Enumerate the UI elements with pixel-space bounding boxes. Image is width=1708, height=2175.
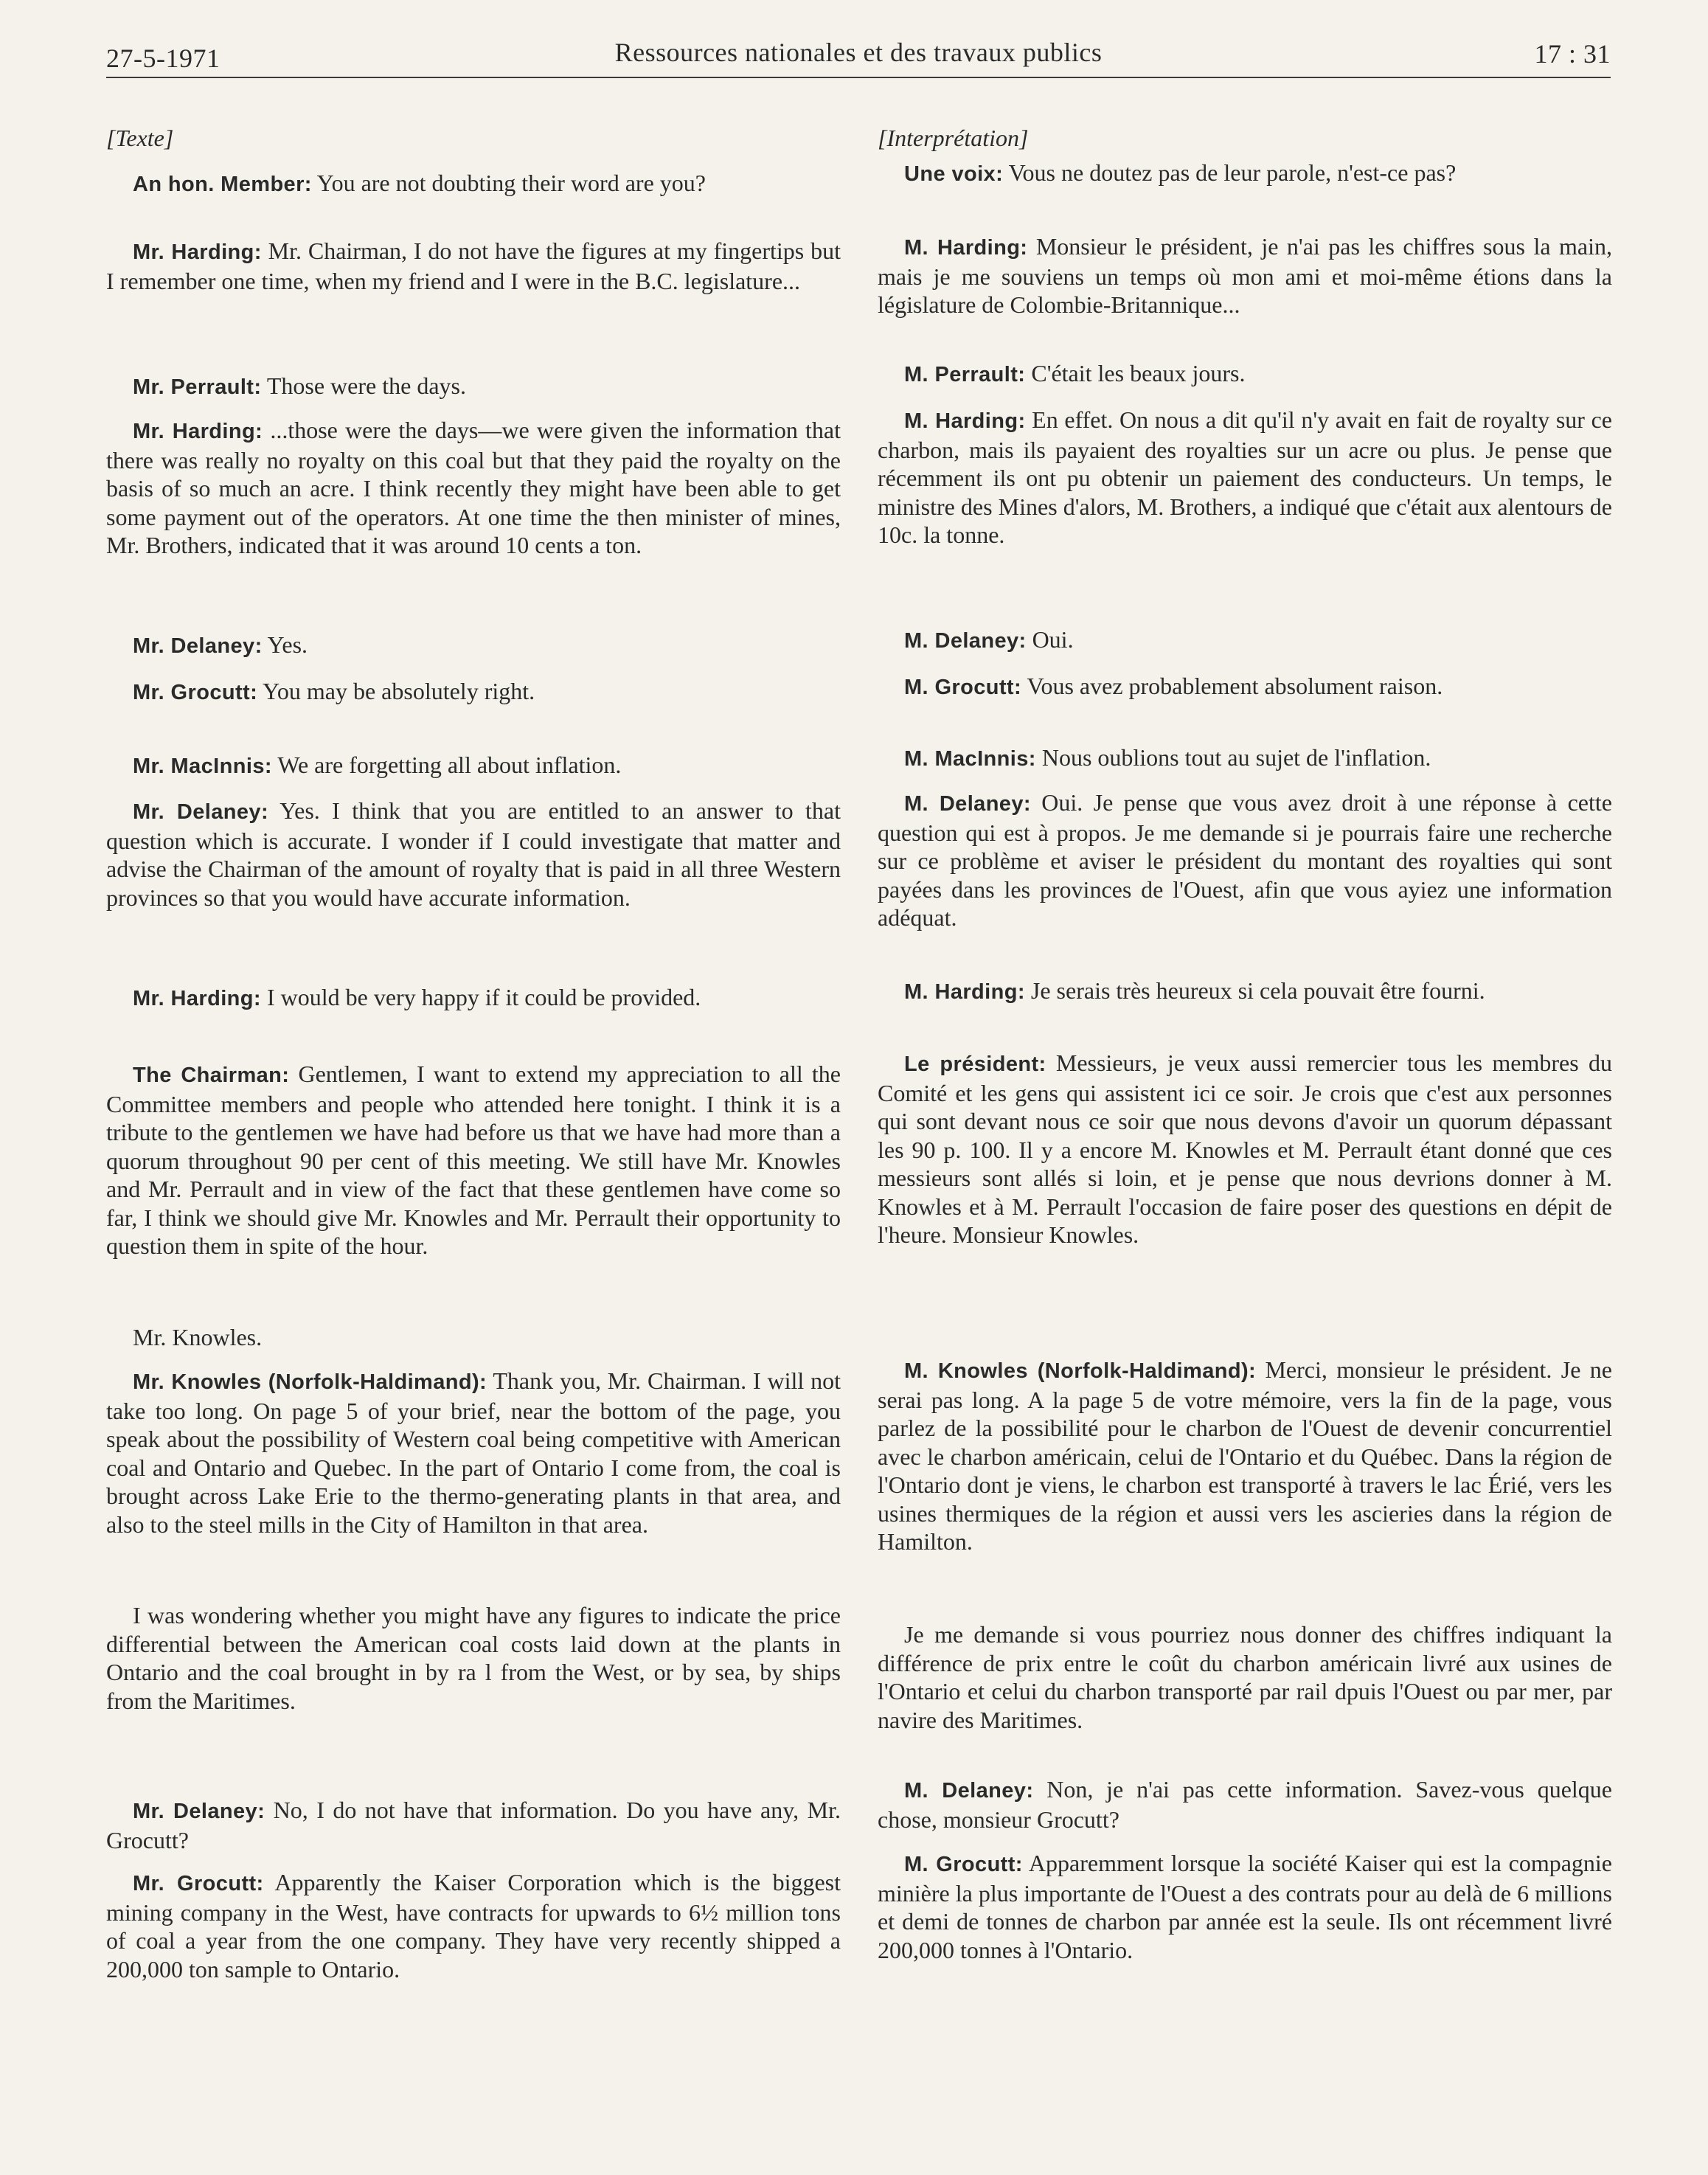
- speaker-name: Mr. Harding:: [133, 240, 262, 264]
- speech-text: Oui.: [1026, 626, 1074, 653]
- speech-text: Merci, monsieur le président. Je ne serai pas long. A la page 5 de votre mémoire, vers la fin de la page, vous parlez de la possibilité pour le charbon de l'Ouest de devenir concurrentiel avec le charbon américain, celui de l'Ontario et du Québec. Dans la région de l'Ontario dont je viens, le charbon est transporté à travers le lac Érié, vers les usines thermiques de la région et aussi vers les ascieries dans la région de Hamilton.: [878, 1356, 1613, 1555]
- speaker-name: M. Perrault:: [904, 363, 1026, 386]
- speech-paragraph: [878, 406, 1612, 549]
- english-text-tag: [Texte]: [106, 125, 174, 151]
- header-page-number: 17 : 31: [1534, 39, 1611, 69]
- speech-paragraph: [106, 751, 841, 781]
- speech-paragraph: [878, 1049, 1612, 1249]
- speech-text: Mr. Chairman, I do not have the figures at my fingertips but I remember one time, when my friend and I were in the B.C. legislature...: [106, 237, 841, 294]
- speech-text: Nous oublions tout au sujet de l'inflation.: [1035, 744, 1431, 771]
- speech-paragraph: [106, 237, 841, 295]
- speaker-name: M. Grocutt:: [904, 1853, 1023, 1876]
- speech-paragraph: [106, 372, 841, 402]
- speech-paragraph: [878, 625, 1612, 656]
- speaker-name: M. MacInnis:: [904, 747, 1036, 771]
- speech-text: You may be absolutely right.: [257, 678, 535, 704]
- english-column: [106, 124, 841, 1983]
- speaker-name: Mr. Knowles (Norfolk-Haldimand):: [133, 1370, 487, 1394]
- speech-text: Oui. Je pense que vous avez droit à une réponse à cette question qui est à propos. Je me demande si je pourrais faire une recherche sur ce problème et aviser le président du montant des royalties qui sont payées dans les provinces de l'Ouest, afin que vous ayiez une information adéquat.: [878, 789, 1612, 931]
- french-column: [878, 124, 1613, 1963]
- speech-paragraph: [106, 1868, 841, 1983]
- speech-paragraph: [106, 1796, 841, 1854]
- speech-paragraph: [878, 788, 1612, 932]
- speech-paragraph: [106, 1060, 841, 1260]
- speech-paragraph: [878, 1620, 1612, 1734]
- speech-text: I would be very happy if it could be provided.: [260, 984, 701, 1010]
- speech-paragraph: [878, 232, 1612, 319]
- speech-text: I was wondering whether you might have any figures to indicate the price differential between the American coal costs laid down at the plants in Ontario and the coal brought in by ra l from the West, or by sea, by ships from the Maritimes.: [106, 1602, 841, 1714]
- speaker-name: Mr. Delaney:: [133, 1800, 265, 1823]
- speaker-name: M. Grocutt:: [904, 676, 1022, 699]
- speech-text: Thank you, Mr. Chairman. I will not take too long. On page 5 of your brief, near the bottom of the page, you speak about the possibility of Western coal being competitive with American coal and Ontario and Quebec. In the part of Ontario I come from, the coal is brought across Lake Erie to the thermo-generating plants in that area, and also to the steel mills in the City of Hamilton in that area.: [106, 1367, 841, 1538]
- speaker-name: M. Knowles (Norfolk-Haldimand):: [904, 1359, 1257, 1383]
- speaker-name: M. Harding:: [904, 980, 1025, 1004]
- speech-paragraph: [106, 677, 841, 707]
- speech-text: Non, je n'ai pas cette information. Savez-vous quelque chose, monsieur Grocutt?: [878, 1776, 1613, 1833]
- speaker-name: Mr. Harding:: [133, 987, 261, 1010]
- speaker-name: Mr. Delaney:: [133, 634, 263, 658]
- speaker-name: M. Delaney:: [904, 1779, 1034, 1803]
- speech-paragraph: [878, 977, 1612, 1007]
- speech-text: En effet. On nous a dit qu'il n'y avait en fait de royalty sur ce charbon, mais ils payaient des royalties sur un acre ou plus. Je pense que récemment ils ont pu obtenir un paiement des conducteurs. Un temps, le ministre des Mines d'alors, M. Brothers, a indiqué que c'était aux alentours de 10c. la tonne.: [878, 406, 1612, 548]
- speech-text: Je serais très heureux si cela pouvait être fourni.: [1024, 977, 1485, 1004]
- speaker-name: Le président:: [904, 1052, 1046, 1076]
- speaker-name: An hon. Member:: [133, 173, 312, 196]
- speech-text: ...those were the days—we were given the information that there was really no royalty on this coal but that they paid the royalty on the basis of so much an acre. I think recently they might have been able to get some payment out of the operators. At one time the then minister of mines, Mr. Brothers, indicated that it was around 10 cents a ton.: [106, 417, 841, 558]
- speech-text: Apparemment lorsque la société Kaiser qui est la compagnie minière la plus importante de l'Ouest a des contrats pour au delà de 6 millions et demi de tonnes de charbon par année est la seule. Ils ont récemment livré 200,000 tonnes à l'Ontario.: [878, 1850, 1613, 1963]
- speech-paragraph: [878, 672, 1612, 702]
- speaker-name: M. Delaney:: [904, 792, 1031, 816]
- speaker-name: M. Harding:: [904, 409, 1026, 433]
- speaker-name: Mr. Delaney:: [133, 800, 269, 824]
- speech-text: Messieurs, je veux aussi remercier tous les membres du Comité et les gens qui assistent ici ce soir. Je crois que c'est aux personnes qui sont devant nous ce soir que nous devons d'avoir un quorum dépassant les 90 p. 100. Il y a encore M. Knowles et M. Perrault étant donné que ces messieurs sont allés si loin, et je pense que nous devrions donner à M. Knowles et à M. Perrault l'occasion de faire poser des questions en dépit de l'heure. Monsieur Knowles.: [878, 1050, 1612, 1248]
- header-date: 27-5-1971: [106, 44, 221, 73]
- speech-paragraph: [878, 743, 1612, 774]
- speech-paragraph: [878, 1849, 1612, 1964]
- speech-text: Those were the days.: [261, 372, 466, 399]
- speech-paragraph: [878, 359, 1612, 389]
- header-title: Ressources nationales et des travaux publics: [614, 38, 1103, 67]
- speech-paragraph: [878, 1356, 1612, 1556]
- speech-paragraph: [106, 1323, 841, 1352]
- speaker-name: The Chairman:: [133, 1064, 290, 1087]
- speech-paragraph: [106, 983, 841, 1013]
- speaker-name: Mr. Grocutt:: [133, 1872, 264, 1895]
- speech-paragraph: [106, 1367, 841, 1539]
- speech-text: Mr. Knowles.: [133, 1324, 263, 1350]
- header-rule: [106, 77, 1611, 78]
- speech-paragraph: [878, 159, 1612, 189]
- speaker-name: M. Harding:: [904, 236, 1028, 260]
- page-header: [106, 35, 1611, 74]
- speaker-name: M. Delaney:: [904, 629, 1027, 653]
- speech-text: Monsieur le président, je n'ai pas les chiffres sous la main, mais je me souviens un temps où mon ami et moi-même étions dans la législature de Colombie-Britannique...: [878, 233, 1613, 318]
- speaker-name: Mr. Grocutt:: [133, 681, 258, 704]
- speech-text: Yes. I think that you are entitled to an answer to that question which is accurate. I wonder if I could investigate that matter and advise the Chairman of the amount of royalty that is paid in all three Western provinces so that you would have accurate information.: [106, 797, 841, 911]
- speaker-name: Une voix:: [904, 162, 1004, 186]
- speech-paragraph: [878, 1775, 1612, 1834]
- speaker-name: Mr. Perrault:: [133, 375, 262, 399]
- speech-text: Gentlemen, I want to extend my appreciation to all the Committee members and people who attended here tonight. I think it is a tribute to the gentlemen we have had before us that we have had more than a quorum throughout 90 per cent of this meeting. We still have Mr. Knowles and Mr. Perrault and in view of the fact that these gentlemen have come so far, I think we should give Mr. Knowles and Mr. Perrault their opportunity to question them in spite of the hour.: [106, 1061, 841, 1259]
- speech-text: Apparently the Kaiser Corporation which is the biggest mining company in the West, have contracts for upwards to 6½ million tons of coal a year from the one company. They have very recently shipped a 200,000 ton sample to Ontario.: [106, 1869, 841, 1983]
- speech-paragraph: [106, 169, 841, 199]
- speech-text: Vous ne doutez pas de leur parole, n'est-ce pas?: [1003, 159, 1457, 186]
- speech-text: No, I do not have that information. Do you have any, Mr. Grocutt?: [106, 1797, 841, 1853]
- speech-text: Je me demande si vous pourriez nous donner des chiffres indiquant la différence de prix entre le coût du charbon américain livré aux usines de l'Ontario et celui du charbon transporté par rail dpuis l'Ouest ou par mer, par navire des Maritimes.: [878, 1621, 1612, 1733]
- speech-text: Vous avez probablement absolument raison.: [1021, 673, 1443, 699]
- speaker-name: Mr. MacInnis:: [133, 755, 272, 778]
- speech-paragraph: [106, 631, 841, 661]
- speech-text: C'était les beaux jours.: [1025, 360, 1246, 386]
- speech-text: Yes.: [262, 631, 308, 658]
- speaker-name: Mr. Harding:: [133, 420, 263, 443]
- speech-paragraph: [106, 416, 841, 560]
- speech-paragraph: [106, 797, 841, 912]
- speech-text: We are forgetting all about inflation.: [271, 752, 622, 778]
- speech-text: You are not doubting their word are you?: [311, 170, 706, 196]
- speech-paragraph: [106, 1601, 841, 1715]
- french-interpretation-tag: [Interprétation]: [878, 125, 1029, 151]
